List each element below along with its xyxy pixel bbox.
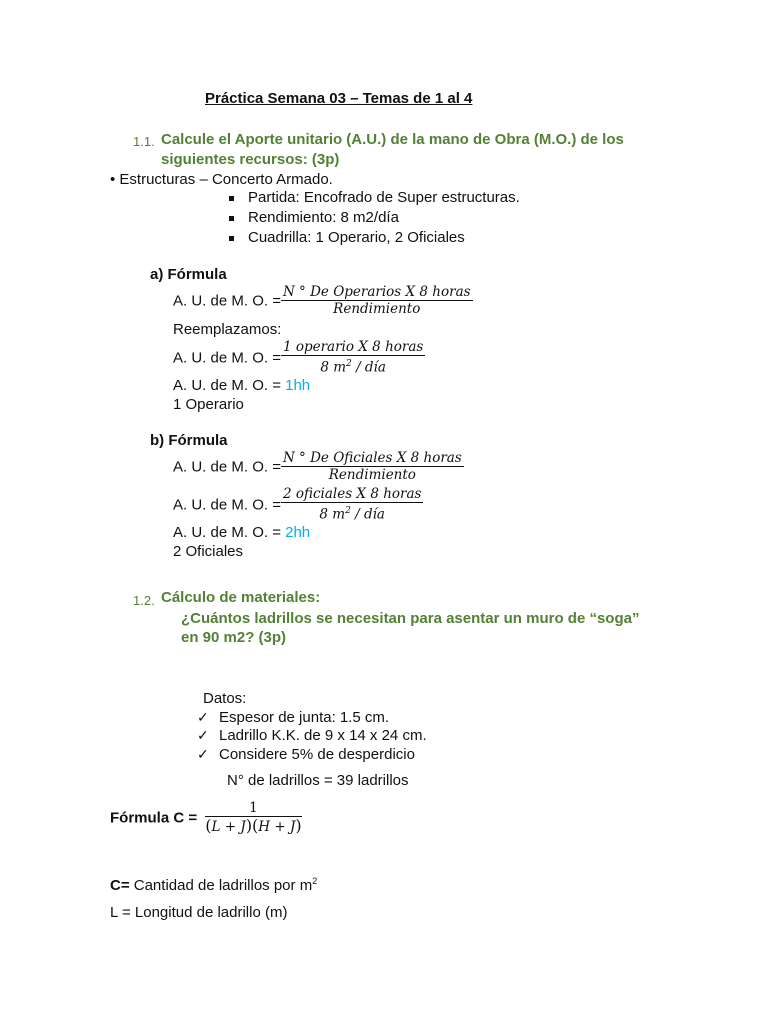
formula-a: A. U. de M. O. = $\frac{\text{N ° De Operarios X 8 horas}}{\text{Rendimiento}}$ xyxy=(173,284,471,317)
formula-c-fraction: $\frac{1}{(L + J)(H + J)}$ xyxy=(205,800,302,835)
section-1-heading-line2: siguientes recursos: (3p) xyxy=(161,151,340,168)
section-number-1-2: 1.2. xyxy=(133,593,155,608)
result-a: A. U. de M. O. = 1hh xyxy=(173,377,311,394)
part-a-label: a) Fórmula xyxy=(150,266,227,283)
formula-c: Fórmula C = $\frac{1}{(L + J)(H + J)}$ xyxy=(110,800,302,835)
result-b-note: 2 Oficiales xyxy=(173,543,244,560)
part-b-label: b) Fórmula xyxy=(150,432,228,449)
bullet-item: Cuadrilla: 1 Operario, 2 Oficiales xyxy=(229,229,465,246)
checkmark-icon: ✓ xyxy=(197,746,209,762)
square-bullet-icon xyxy=(229,236,234,241)
section-2-question-line2: en 90 m2? (3p) xyxy=(181,629,287,646)
formula-a-replaced-fraction: $\frac{\text{1 operario X 8 horas}}{8 m^2 / día}$ xyxy=(282,339,424,376)
square-bullet-icon xyxy=(229,196,234,201)
formula-b: A. U. de M. O. = $\frac{\text{N ° De Oficiales X 8 horas}}{\text{Rendimiento}}$ xyxy=(173,450,462,483)
formula-b-fraction: $\frac{\text{N ° De Oficiales X 8 horas}}{\text{Rendimiento}}$ xyxy=(282,450,462,483)
check-item: ✓ Espesor de junta: 1.5 cm. xyxy=(197,709,390,726)
result-b: A. U. de M. O. = 2hh xyxy=(173,524,311,541)
square-bullet-icon xyxy=(229,216,234,221)
page-title: Práctica Semana 03 – Temas de 1 al 4 xyxy=(205,90,473,107)
section-2-question-line1: ¿Cuántos ladrillos se necesitan para asentar un muro de “soga” xyxy=(181,610,640,627)
checkmark-icon: ✓ xyxy=(197,709,209,725)
formula-b-replaced: A. U. de M. O. = $\frac{\text{2 oficiales X 8 horas}}{8 m^2 / día}$ xyxy=(173,486,422,523)
check-item: ✓ Ladrillo K.K. de 9 x 14 x 24 cm. xyxy=(197,727,427,744)
section-1-heading-line1: Calcule el Aporte unitario (A.U.) de la mano de Obra (M.O.) de los xyxy=(161,131,624,148)
formula-a-replaced: A. U. de M. O. = $\frac{\text{1 operario X 8 horas}}{8 m^2 / día}$ xyxy=(173,339,424,376)
c-definition: C= Cantidad de ladrillos por $m^2$ xyxy=(110,876,318,894)
formula-b-replaced-fraction: $\frac{\text{2 oficiales X 8 horas}}{8 m^2 / día}$ xyxy=(282,486,422,523)
structures-intro: • Estructuras – Concerto Armado. xyxy=(110,171,333,188)
bullet-item: Rendimiento: 8 m2/día xyxy=(229,209,399,226)
checkmark-icon: ✓ xyxy=(197,727,209,743)
replace-label: Reemplazamos: xyxy=(173,321,282,338)
l-definition: L = Longitud de ladrillo (m) xyxy=(110,904,288,921)
section-number-1-1: 1.1. xyxy=(133,134,155,149)
section-2-heading: Cálculo de materiales: xyxy=(161,589,321,606)
bullet-item: Partida: Encofrado de Super estructuras. xyxy=(229,189,520,206)
check-item: ✓ Considere 5% de desperdicio xyxy=(197,746,415,763)
data-label: Datos: xyxy=(203,690,247,707)
result-a-note: 1 Operario xyxy=(173,396,244,413)
brick-count: N° de ladrillos = 39 ladrillos xyxy=(227,772,409,789)
formula-a-fraction: $\frac{\text{N ° De Operarios X 8 horas}}{\text{Rendimiento}}$ xyxy=(282,284,471,317)
